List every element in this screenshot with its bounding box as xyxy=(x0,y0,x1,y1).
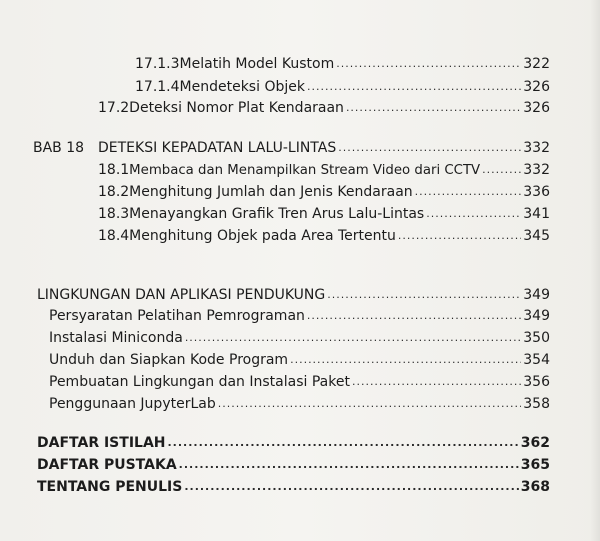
back-matter-title: TENTANG PENULIS xyxy=(37,479,183,495)
entry-page: 341 xyxy=(523,206,550,222)
toc-entry xyxy=(49,307,550,326)
back-matter-title: DAFTAR PUSTAKA xyxy=(37,457,177,473)
toc-entry xyxy=(98,99,550,118)
appendix-entry xyxy=(37,286,550,305)
dot-leader xyxy=(168,434,519,452)
entry-number: 18.4 xyxy=(98,228,130,244)
dot-leader xyxy=(415,183,522,201)
dot-leader xyxy=(482,161,521,179)
entry-page: 350 xyxy=(523,330,550,346)
dot-leader xyxy=(327,286,521,304)
dot-leader xyxy=(426,205,521,223)
entry-page: 358 xyxy=(523,396,550,412)
entry-title: Menghitung Jumlah dan Jenis Kendaraan xyxy=(129,184,413,200)
entry-number: 18.1 xyxy=(98,162,130,178)
dot-leader xyxy=(352,373,521,391)
back-matter-entry xyxy=(37,434,550,453)
toc-entry xyxy=(98,161,550,180)
back-matter-page: 368 xyxy=(520,479,550,495)
back-matter-entry xyxy=(37,478,550,497)
dot-leader xyxy=(184,478,518,496)
entry-title: Pembuatan Lingkungan dan Instalasi Paket xyxy=(49,374,350,390)
dot-leader xyxy=(307,78,521,96)
appendix-title: LINGKUNGAN DAN APLIKASI PENDUKUNG xyxy=(37,287,326,303)
toc-entry xyxy=(49,395,550,414)
back-matter-entry xyxy=(37,456,550,475)
entry-page: 349 xyxy=(523,308,550,324)
back-matter-page: 362 xyxy=(520,435,550,451)
entry-page: 326 xyxy=(523,100,550,116)
dot-leader xyxy=(398,227,521,245)
entry-title: Persyaratan Pelatihan Pemrograman xyxy=(49,308,305,324)
toc-entry xyxy=(49,351,550,370)
back-matter-title: DAFTAR ISTILAH xyxy=(37,435,166,451)
dot-leader xyxy=(290,351,521,369)
entry-title: Menghitung Objek pada Area Tertentu xyxy=(129,228,396,244)
dot-leader xyxy=(307,307,521,325)
chapter-title: DETEKSI KEPADATAN LALU-LINTAS xyxy=(98,140,337,156)
entry-title: Instalasi Miniconda xyxy=(49,330,183,346)
entry-page: 326 xyxy=(523,79,550,95)
chapter-entry xyxy=(98,139,550,158)
toc-entry xyxy=(98,205,550,224)
toc-entry xyxy=(98,183,550,202)
toc-entry xyxy=(135,78,550,97)
page-edge-shadow xyxy=(590,0,600,541)
entry-number: 18.3 xyxy=(98,206,130,222)
entry-title: Menayangkan Grafik Tren Arus Lalu-Lintas xyxy=(129,206,425,222)
back-matter-page: 365 xyxy=(520,457,550,473)
dot-leader xyxy=(185,329,521,347)
entry-page: 356 xyxy=(523,374,550,390)
entry-title: Penggunaan JupyterLab xyxy=(49,396,216,412)
entry-page: 354 xyxy=(523,352,550,368)
entry-page: 336 xyxy=(523,184,550,200)
entry-number: 18.2 xyxy=(98,184,130,200)
entry-number: 17.2 xyxy=(98,100,130,116)
entry-title: Deteksi Nomor Plat Kendaraan xyxy=(129,100,344,116)
appendix-page: 349 xyxy=(523,287,550,303)
entry-page: 332 xyxy=(523,162,550,178)
entry-title: Mendeteksi Objek xyxy=(179,79,305,95)
chapter-page: 332 xyxy=(523,140,550,156)
toc-entry xyxy=(49,329,550,348)
toc-entry xyxy=(135,55,550,74)
entry-page: 322 xyxy=(523,56,550,72)
entry-title: Unduh dan Siapkan Kode Program xyxy=(49,352,289,368)
entry-title: Membaca dan Menampilkan Stream Video dari CCTV xyxy=(129,163,481,178)
dot-leader xyxy=(179,456,519,474)
chapter-label: BAB 18 xyxy=(33,140,85,156)
dot-leader xyxy=(218,395,522,413)
dot-leader xyxy=(346,99,521,117)
dot-leader xyxy=(336,55,521,73)
toc-entry xyxy=(98,227,550,246)
dot-leader xyxy=(338,139,521,157)
entry-title: Melatih Model Kustom xyxy=(179,56,335,72)
entry-page: 345 xyxy=(523,228,550,244)
entry-number: 17.1.3 xyxy=(135,56,180,72)
entry-number: 17.1.4 xyxy=(135,79,180,95)
toc-entry xyxy=(49,373,550,392)
